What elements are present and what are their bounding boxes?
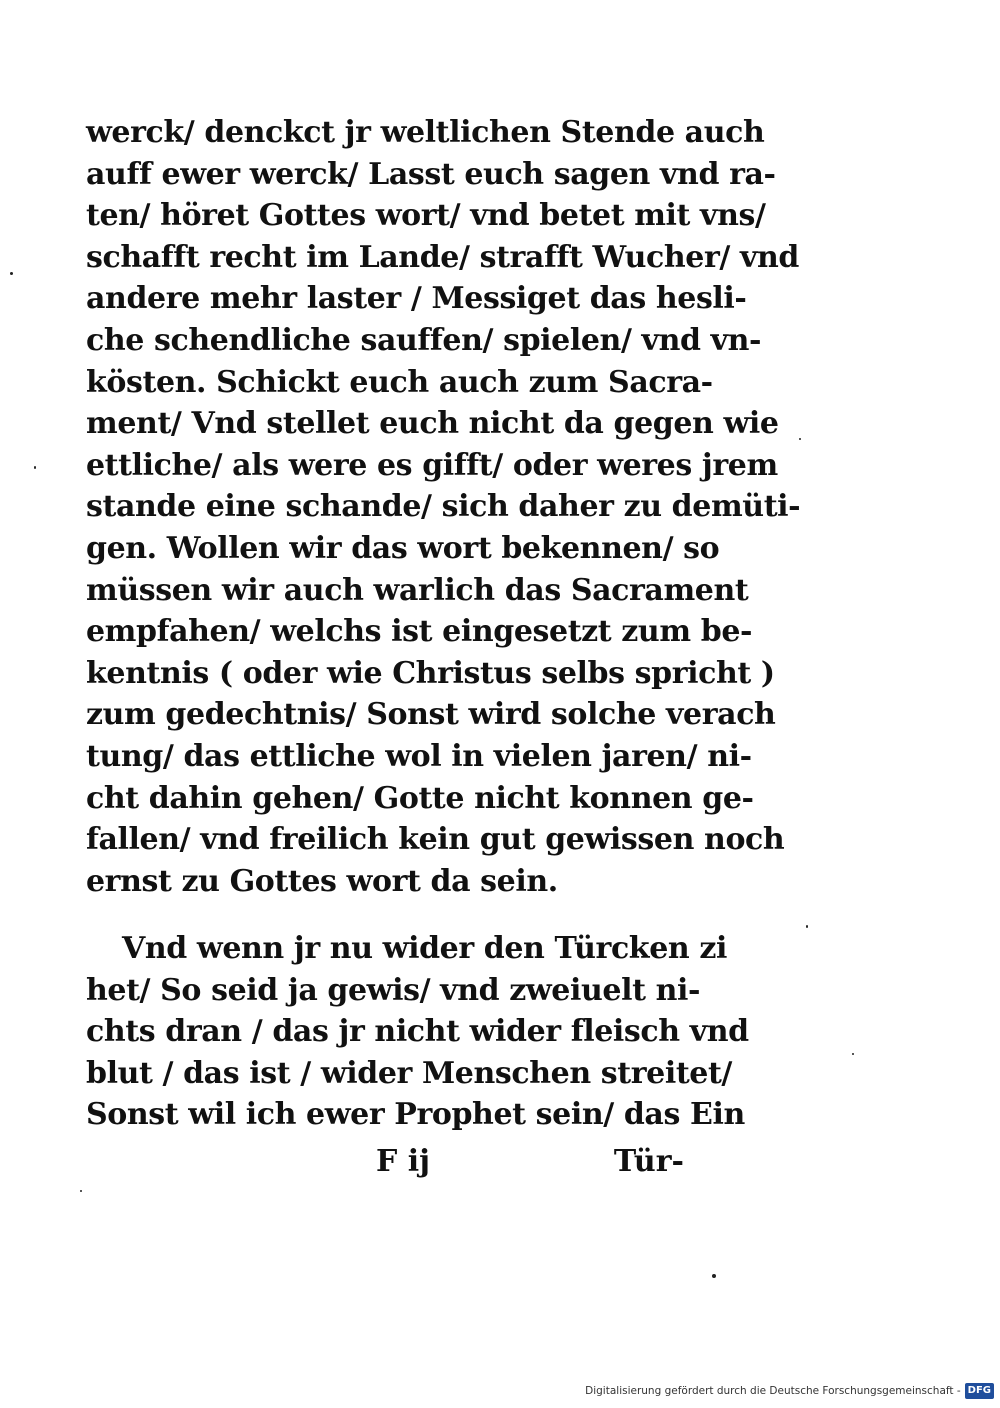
text-line: kösten. Schickt euch auch zum Sacra- (86, 364, 713, 400)
text-line: schafft recht im Lande/ strafft Wucher/ vnd (86, 239, 799, 275)
text-line: ettliche/ als were es gifft/ oder weres jrem (86, 447, 778, 483)
text-line: chts dran / das jr nicht wider fleisch vnd (86, 1014, 749, 1050)
scan-speck (10, 272, 13, 275)
scan-speck (34, 466, 36, 469)
page-footer-line (86, 1140, 694, 1184)
text-line: zum gedechtnis/ Sonst wird solche verach (86, 697, 776, 733)
text-line: werck/ denckct jr weltlichen Stende auch (86, 115, 765, 150)
scan-speck (806, 925, 808, 928)
text-line: gen. Wollen wir das wort bekennen/ so (86, 530, 720, 566)
text-line: cht dahin gehen/ Gotte nicht konnen ge- (86, 780, 754, 816)
text-line: müssen wir auch warlich das Sacrament (86, 572, 749, 608)
text-line: Sonst wil ich ewer Prophet sein/ das Ein (86, 1097, 745, 1133)
text-line: kentnis ( oder wie Christus selbs spricht ) (86, 655, 775, 691)
text-line: auff ewer werck/ Lasst euch sagen vnd ra- (86, 156, 776, 192)
text-line: andere mehr laster / Messiget das hesli- (86, 281, 747, 317)
text-line: het/ So seid ja gewis/ vnd zweiuelt ni- (86, 972, 701, 1008)
text-line: ernst zu Gottes wort da sein. (86, 863, 558, 899)
text-line: tung/ das ettliche wol in vielen jaren/ ni- (86, 738, 752, 774)
scan-speck (852, 1053, 854, 1055)
text-line: empfahen/ welchs ist eingesetzt zum be- (86, 614, 753, 650)
text-line: Vnd wenn jr nu wider den Türcken zi (122, 931, 727, 966)
scan-speck (80, 1190, 82, 1192)
text-line: blut / das ist / wider Menschen streitet/ (86, 1055, 732, 1091)
text-line: stande eine schande/ sich daher zu demüti- (86, 489, 801, 525)
text-line: ment/ Vnd stellet euch nicht da gegen wie (86, 406, 779, 442)
text-line: fallen/ vnd freilich kein gut gewissen noch (86, 822, 785, 858)
scan-speck (799, 438, 801, 440)
text-line: che schendliche sauffen/ spielen/ vnd vn- (86, 322, 762, 358)
signature-mark: F ij (376, 1144, 430, 1179)
scan-speck (712, 1274, 716, 1278)
paragraph-2 (86, 928, 749, 1136)
digitization-credit (585, 1382, 994, 1400)
credit-text: Digitalisierung gefördert durch die Deutsche Forschungsgemeinschaft - (585, 1385, 961, 1397)
catchword: Tür- (613, 1144, 684, 1179)
text-line: ten/ höret Gottes wort/ vnd betet mit vns/ (86, 198, 766, 234)
dfg-logo: DFG (965, 1383, 994, 1399)
paragraph-1 (86, 112, 801, 902)
